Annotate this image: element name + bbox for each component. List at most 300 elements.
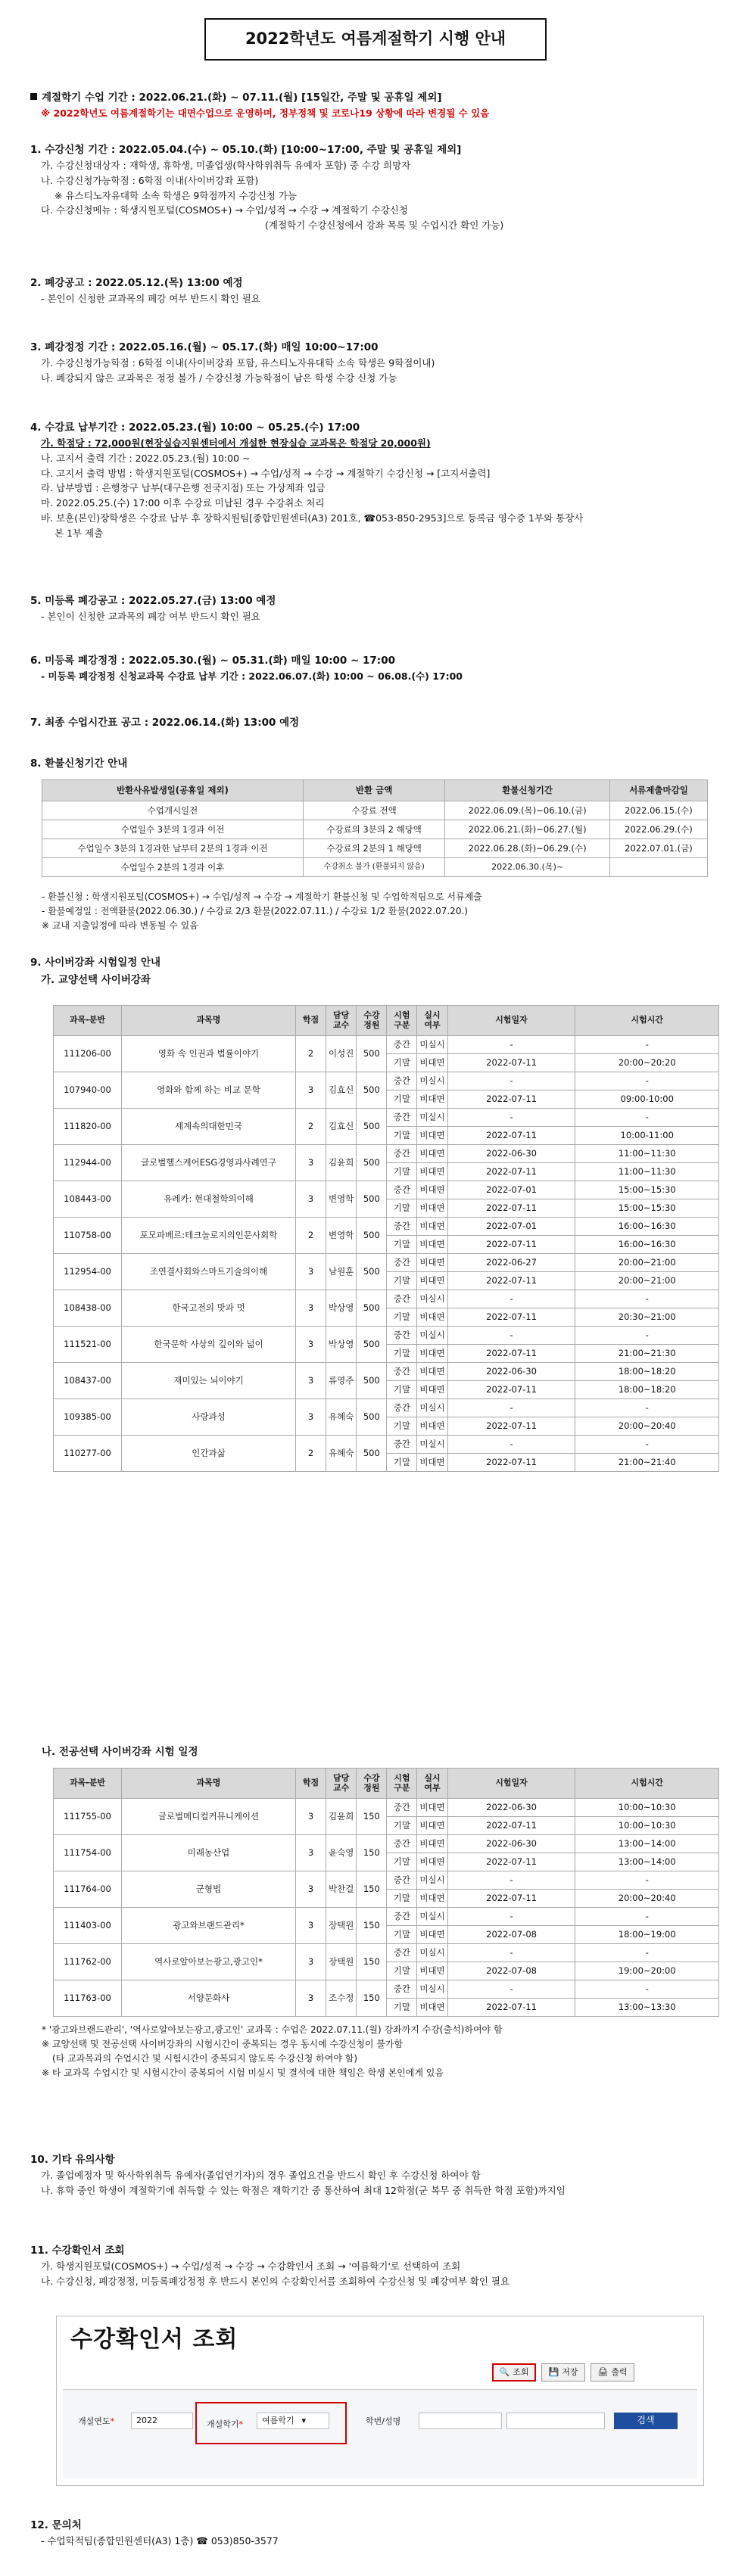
course-credit: 2 bbox=[296, 1036, 326, 1072]
year-label-text: 개설연도 bbox=[78, 2416, 111, 2426]
cyber-liberal-table bbox=[53, 1005, 719, 1472]
exam-cell: 16:00~16:30 bbox=[575, 1236, 719, 1254]
exam-cell: 비대면 bbox=[417, 1127, 447, 1145]
course-prof: 변영학 bbox=[326, 1218, 357, 1254]
exam-cell: 비대면 bbox=[417, 1363, 447, 1381]
course-cap: 500 bbox=[357, 1254, 387, 1290]
period-head: 계절학기 수업 기간 : 2022.06.21.(화) ~ 07.11.(월) [15일간, 주말 및 공휴일 제외] bbox=[42, 92, 442, 104]
exam-cell: 2022-06-27 bbox=[447, 1254, 575, 1272]
exam-cell: 기말 bbox=[387, 1090, 417, 1109]
exam-cell: 비대면 bbox=[417, 1090, 447, 1109]
course-name: 한국고전의 맛과 멋 bbox=[122, 1290, 296, 1327]
table-row bbox=[54, 1254, 719, 1272]
table-row bbox=[54, 1036, 719, 1054]
exam-cell: 중간 bbox=[387, 1399, 417, 1417]
table-row bbox=[54, 1980, 719, 1999]
section-6-line: - 미등록 폐강정정 신청교과목 수강료 납부 기간 : 2022.06.07.(화) 10:00 ~ 06.08.(수) 17:00 bbox=[41, 670, 463, 683]
exam-cell: - bbox=[447, 1327, 575, 1345]
exam-cell: - bbox=[447, 1944, 575, 1962]
course-name: 글로벌헬스케어ESG경영과사례연구 bbox=[122, 1145, 296, 1181]
course-credit: 3 bbox=[296, 1181, 326, 1218]
section-2 bbox=[30, 276, 734, 306]
course-cap: 500 bbox=[357, 1290, 387, 1327]
course-col-header: 실시 여부 bbox=[417, 1006, 447, 1036]
section-10 bbox=[30, 2153, 734, 2198]
exam-cell: 중간 bbox=[387, 1944, 417, 1962]
exam-cell: 중간 bbox=[387, 1181, 417, 1199]
course-code: 109385-00 bbox=[54, 1399, 122, 1436]
table-cell: 2022.06.15.(수) bbox=[609, 801, 707, 820]
course-credit: 3 bbox=[296, 1871, 326, 1908]
table-cell: 수강료의 2분의 1 해당액 bbox=[303, 839, 444, 858]
exam-cell: 10:00~10:30 bbox=[575, 1799, 719, 1817]
section-7 bbox=[30, 716, 734, 730]
exam-cell: 기말 bbox=[387, 1199, 417, 1218]
course-cap: 500 bbox=[357, 1181, 387, 1218]
course-code: 111820-00 bbox=[54, 1109, 122, 1145]
table-cell: 2022.06.21.(화)~06.27.(월) bbox=[445, 820, 610, 839]
section-1-line: 가. 수강신청대상자 : 재학생, 휴학생, 미졸업생(학사학위취득 유예자 포함) 중 수강 희망자 bbox=[41, 160, 411, 172]
exam-cell: 비대면 bbox=[417, 1054, 447, 1072]
section-7-head: 7. 최종 수업시간표 공고 : 2022.06.14.(화) 13:00 예정 bbox=[30, 717, 300, 729]
course-col-header: 과목-분반 bbox=[54, 1769, 122, 1799]
course-prof: 김효신 bbox=[326, 1072, 357, 1109]
course-name: 글로벌메디컬커뮤니케이션 bbox=[122, 1799, 296, 1835]
exam-cell: - bbox=[575, 1436, 719, 1454]
course-cap: 150 bbox=[357, 1980, 387, 2017]
course-credit: 3 bbox=[296, 1980, 326, 2017]
exam-cell: 비대면 bbox=[417, 1999, 447, 2017]
table-row bbox=[54, 1799, 719, 1817]
exam-cell: 비대면 bbox=[417, 1145, 447, 1163]
course-prof: 장택원 bbox=[326, 1908, 357, 1944]
course-cap: 150 bbox=[357, 1871, 387, 1908]
course-name: 유레카: 현대철학의이해 bbox=[122, 1181, 296, 1218]
course-cap: 150 bbox=[357, 1908, 387, 1944]
course-code: 111521-00 bbox=[54, 1327, 122, 1363]
exam-cell: 기말 bbox=[387, 1272, 417, 1290]
exam-cell: 기말 bbox=[387, 1999, 417, 2017]
exam-cell: 20:00~21:00 bbox=[575, 1254, 719, 1272]
course-col-header: 시험일자 bbox=[447, 1769, 575, 1799]
go-button-label: 검색 bbox=[637, 2415, 655, 2426]
exam-cell: 18:00~18:20 bbox=[575, 1363, 719, 1381]
course-col-header: 시험일자 bbox=[447, 1006, 575, 1036]
table-row bbox=[42, 801, 708, 820]
exam-cell: 비대면 bbox=[417, 1254, 447, 1272]
exam-cell: - bbox=[575, 1327, 719, 1345]
course-prof: 남원훈 bbox=[326, 1254, 357, 1290]
exam-cell: 2022-07-01 bbox=[447, 1181, 575, 1199]
exam-cell: 중간 bbox=[387, 1145, 417, 1163]
go-button[interactable] bbox=[614, 2413, 678, 2429]
exam-cell: - bbox=[575, 1290, 719, 1308]
exam-cell: 20:00~20:40 bbox=[575, 1417, 719, 1436]
exam-cell: - bbox=[575, 1072, 719, 1090]
course-prof: 김효신 bbox=[326, 1109, 357, 1145]
course-cap: 500 bbox=[357, 1363, 387, 1399]
cyber-notes bbox=[42, 2022, 723, 2080]
table-cell: 수업일수 2분의 1경과 이후 bbox=[42, 858, 304, 877]
table-row bbox=[54, 1290, 719, 1308]
course-code: 111755-00 bbox=[54, 1799, 122, 1835]
exam-cell: 비대면 bbox=[417, 1218, 447, 1236]
section-1-line: ※ 유스티노자유대학 소속 학생은 9학점까지 수강신청 가능 bbox=[55, 189, 297, 201]
exam-cell: 2022-07-11 bbox=[447, 1853, 575, 1871]
exam-cell: - bbox=[447, 1072, 575, 1090]
exam-cell: 미실시 bbox=[417, 1908, 447, 1926]
print-button[interactable] bbox=[591, 2363, 634, 2382]
course-prof: 이성진 bbox=[326, 1036, 357, 1072]
section-11-line: 나. 수강신청, 폐강정정, 미등록폐강정정 후 반드시 본인의 수강확인서를 조회하여 수강신청 및 폐강여부 확인 필요 bbox=[41, 2275, 510, 2287]
exam-cell: 비대면 bbox=[417, 1835, 447, 1853]
table-cell: 수강취소 불가 (환불되지 않음) bbox=[303, 858, 444, 877]
exam-cell: 비대면 bbox=[417, 1962, 447, 1980]
course-prof: 박상영 bbox=[326, 1327, 357, 1363]
cyber-note: (타 교과목과의 수업시간 및 시험시간이 중복되지 않도록 수강신청 하여야 함) bbox=[52, 2053, 358, 2064]
exam-cell: 16:00~16:30 bbox=[575, 1218, 719, 1236]
section-4 bbox=[30, 421, 734, 540]
exam-cell: 비대면 bbox=[417, 1926, 447, 1944]
exam-cell: 2022-06-30 bbox=[447, 1835, 575, 1853]
section-10-line: 가. 졸업예정자 및 학사학위취득 유예자(졸업연기자)의 경우 졸업요건을 반드시 확인 후 수강신청 하여야 함 bbox=[41, 2170, 481, 2182]
student-name-input[interactable] bbox=[506, 2413, 605, 2429]
course-credit: 3 bbox=[296, 1363, 326, 1399]
search-icon: 🔍 bbox=[499, 2367, 510, 2378]
course-col-header: 담당 교수 bbox=[326, 1006, 357, 1036]
exam-cell: 2022-07-11 bbox=[447, 1417, 575, 1436]
exam-cell: 2022-07-11 bbox=[447, 1817, 575, 1835]
course-col-header: 시험 구분 bbox=[387, 1769, 417, 1799]
exam-cell: 중간 bbox=[387, 1327, 417, 1345]
exam-cell: 중간 bbox=[387, 1036, 417, 1054]
cyber-note: ※ 교양선택 및 전공선택 사이버강좌의 시험시간이 중복되는 경우 동시에 수강신청이 불가함 bbox=[42, 2039, 404, 2050]
refund-col-header: 반환사유발생일(공휴일 제외) bbox=[42, 780, 304, 801]
cyber-note: ※ 타 교과목 수업시간 및 시험시간이 중복되어 시험 미실시 및 결석에 대한 책임은 학생 본인에게 있음 bbox=[42, 2067, 444, 2079]
table-row bbox=[42, 820, 708, 839]
course-credit: 3 bbox=[296, 1799, 326, 1835]
course-col-header: 과목명 bbox=[122, 1769, 296, 1799]
section-4-head: 4. 수강료 납부기간 : 2022.05.23.(월) 10:00 ~ 05.25.(수) 17:00 bbox=[30, 422, 360, 434]
refund-col-header: 환불신청기간 bbox=[445, 780, 610, 801]
term-label: 개설학기* bbox=[207, 2419, 244, 2429]
table-cell: 수업일수 3분의 1경과 이전 bbox=[42, 820, 304, 839]
course-credit: 3 bbox=[296, 1399, 326, 1436]
table-row bbox=[54, 1363, 719, 1381]
table-row bbox=[54, 1072, 719, 1090]
course-prof: 박상영 bbox=[326, 1290, 357, 1327]
section-1-head: 1. 수강신청 기간 : 2022.05.04.(수) ~ 05.10.(화) [10:00~17:00, 주말 및 공휴일 제외] bbox=[30, 144, 462, 156]
course-credit: 3 bbox=[296, 1145, 326, 1181]
course-cap: 500 bbox=[357, 1327, 387, 1363]
exam-cell: 기말 bbox=[387, 1962, 417, 1980]
exam-cell: 11:00~11:30 bbox=[575, 1145, 719, 1163]
exam-cell: 2022-07-11 bbox=[447, 1308, 575, 1327]
section-5-line: - 본인이 신청한 교과목의 폐강 여부 반드시 확인 필요 bbox=[41, 611, 260, 623]
year-input[interactable]: 2022 bbox=[131, 2413, 193, 2429]
course-code: 108437-00 bbox=[54, 1363, 122, 1399]
student-id-label: 학번/성명 bbox=[366, 2416, 401, 2426]
section-6-head: 6. 미등록 폐강정정 : 2022.05.30.(월) ~ 05.31.(화) 매일 10:00 ~ 17:00 bbox=[30, 655, 395, 667]
refund-notes bbox=[42, 889, 723, 932]
exam-cell: 11:00~11:30 bbox=[575, 1163, 719, 1181]
exam-cell: 기말 bbox=[387, 1381, 417, 1399]
course-prof: 조수정 bbox=[326, 1980, 357, 2017]
save-button-label: 저장 bbox=[562, 2367, 578, 2378]
exam-cell: 기말 bbox=[387, 1817, 417, 1835]
refund-col-header: 반환 금액 bbox=[303, 780, 444, 801]
section-2-line: - 본인이 신청한 교과목의 폐강 여부 반드시 확인 필요 bbox=[41, 293, 260, 305]
exam-cell: 18:00~18:20 bbox=[575, 1381, 719, 1399]
course-code: 111754-00 bbox=[54, 1835, 122, 1871]
course-col-header: 학점 bbox=[296, 1769, 326, 1799]
cyber-note: * '광고와브랜드관리', '역사로알아보는광고,광고인' 교과목 : 수업은 2022.07.11.(월) 강좌까지 수강(출석)하여야 함 bbox=[42, 2024, 503, 2035]
table-cell: 2022.07.01.(금) bbox=[609, 839, 707, 858]
term-value: 여름학기 bbox=[262, 2416, 294, 2426]
exam-cell: 2022-07-11 bbox=[447, 1163, 575, 1181]
exam-cell: 중간 bbox=[387, 1799, 417, 1817]
exam-cell: 미실시 bbox=[417, 1399, 447, 1417]
table-row bbox=[54, 1908, 719, 1926]
table-cell bbox=[609, 858, 707, 877]
exam-cell: - bbox=[447, 1908, 575, 1926]
course-prof: 박찬걸 bbox=[326, 1871, 357, 1908]
table-cell: 2022.06.28.(화)~06.29.(수) bbox=[445, 839, 610, 858]
section-3-line: 나. 폐강되지 않은 교과목은 정정 불가 / 수강신청 가능학점이 남은 학생 수강 신청 가능 bbox=[41, 372, 397, 384]
refund-note: - 환불신청 : 학생지원포털(COSMOS+) → 수업/성적 → 수강 → 계절학기 환불신청 및 수업학적팀으로 서류제출 bbox=[42, 891, 482, 902]
exam-cell: - bbox=[447, 1436, 575, 1454]
course-cap: 150 bbox=[357, 1799, 387, 1835]
exam-cell: 비대면 bbox=[417, 1817, 447, 1835]
course-prof: 김윤희 bbox=[326, 1799, 357, 1835]
exam-cell: 미실시 bbox=[417, 1944, 447, 1962]
section-4-line: 마. 2022.05.25.(수) 17:00 이후 수강료 미납된 경우 수강취소 처리 bbox=[41, 497, 325, 509]
section-8-head: 8. 환불신청기간 안내 bbox=[30, 758, 128, 770]
exam-cell: 비대면 bbox=[417, 1163, 447, 1181]
section-2-head: 2. 폐강공고 : 2022.05.12.(목) 13:00 예정 bbox=[30, 277, 243, 289]
exam-cell: 비대면 bbox=[417, 1853, 447, 1871]
course-prof: 장택원 bbox=[326, 1944, 357, 1980]
course-col-header: 담당 교수 bbox=[326, 1769, 357, 1799]
exam-cell: 10:00-11:00 bbox=[575, 1127, 719, 1145]
course-cap: 500 bbox=[357, 1436, 387, 1472]
course-cap: 500 bbox=[357, 1109, 387, 1145]
exam-cell: 2022-07-01 bbox=[447, 1218, 575, 1236]
course-credit: 2 bbox=[296, 1109, 326, 1145]
section-9-sub-b: 나. 전공선택 사이버강좌 시험 일정 bbox=[42, 1746, 198, 1758]
exam-cell: 중간 bbox=[387, 1290, 417, 1308]
exam-cell: 중간 bbox=[387, 1871, 417, 1890]
save-button[interactable] bbox=[541, 2363, 585, 2382]
section-1 bbox=[30, 143, 734, 232]
section-4-line: 본 1부 제출 bbox=[55, 527, 104, 539]
course-code: 112944-00 bbox=[54, 1145, 122, 1181]
course-name: 미래농산업 bbox=[122, 1835, 296, 1871]
course-name: 사랑과성 bbox=[122, 1399, 296, 1436]
exam-cell: 20:00~20:20 bbox=[575, 1054, 719, 1072]
exam-cell: - bbox=[575, 1871, 719, 1890]
exam-cell: 기말 bbox=[387, 1308, 417, 1327]
exam-cell: 미실시 bbox=[417, 1980, 447, 1999]
exam-cell: 미실시 bbox=[417, 1109, 447, 1127]
course-cap: 500 bbox=[357, 1145, 387, 1181]
exam-cell: 15:00~15:30 bbox=[575, 1181, 719, 1199]
course-prof: 김윤희 bbox=[326, 1145, 357, 1181]
exam-cell: 2022-07-11 bbox=[447, 1054, 575, 1072]
course-name: 역사로알아보는광고,광고인* bbox=[122, 1944, 296, 1980]
search-form bbox=[63, 2389, 697, 2478]
section-5 bbox=[30, 594, 734, 624]
course-name: 세계속의대한민국 bbox=[122, 1109, 296, 1145]
course-name: 서양문화사 bbox=[122, 1980, 296, 2017]
exam-cell: 비대면 bbox=[417, 1799, 447, 1817]
section-4-line: 가. 학점당 : 72,000원(현장실습지원센터에서 개설한 현장실습 교과목은 학점당 20,000원) bbox=[41, 437, 431, 450]
exam-cell: 중간 bbox=[387, 1109, 417, 1127]
course-cap: 500 bbox=[357, 1036, 387, 1072]
course-code: 111763-00 bbox=[54, 1980, 122, 2017]
exam-cell: - bbox=[447, 1036, 575, 1054]
course-code: 107940-00 bbox=[54, 1072, 122, 1109]
section-12-head: 12. 문의처 bbox=[30, 2519, 82, 2531]
table-row bbox=[54, 1399, 719, 1417]
exam-cell: 중간 bbox=[387, 1363, 417, 1381]
exam-cell: 비대면 bbox=[417, 1272, 447, 1290]
exam-cell: 10:00~10:30 bbox=[575, 1817, 719, 1835]
exam-cell: 2022-07-11 bbox=[447, 1890, 575, 1908]
chevron-down-icon: ▾ bbox=[301, 2416, 307, 2426]
course-code: 111403-00 bbox=[54, 1908, 122, 1944]
course-code: 111764-00 bbox=[54, 1871, 122, 1908]
course-name: 영화 속 인권과 법률이야기 bbox=[122, 1036, 296, 1072]
course-name: 인간과삶 bbox=[122, 1436, 296, 1472]
exam-cell: 21:00~21:30 bbox=[575, 1345, 719, 1363]
exam-cell: - bbox=[447, 1871, 575, 1890]
course-col-header: 시험시간 bbox=[575, 1769, 719, 1799]
exam-cell: 기말 bbox=[387, 1163, 417, 1181]
exam-cell: 비대면 bbox=[417, 1181, 447, 1199]
student-id-input[interactable] bbox=[419, 2413, 502, 2429]
course-code: 111762-00 bbox=[54, 1944, 122, 1980]
section-11-line: 가. 학생지원포털(COSMOS+) → 수업/성적 → 수강 → 수강확인서 조회 → '여름학기'로 선택하여 조회 bbox=[41, 2260, 461, 2273]
exam-cell: 2022-07-11 bbox=[447, 1127, 575, 1145]
table-row bbox=[42, 858, 708, 877]
course-cap: 150 bbox=[357, 1944, 387, 1980]
section-4-line: 라. 납부방법 : 은행창구 납부(대구은행 전국지점) 또는 가상계좌 입금 bbox=[41, 482, 326, 494]
exam-cell: 미실시 bbox=[417, 1072, 447, 1090]
section-9 bbox=[30, 956, 734, 988]
course-cap: 150 bbox=[357, 1835, 387, 1871]
section-6 bbox=[30, 654, 734, 683]
exam-cell: 2022-07-11 bbox=[447, 1999, 575, 2017]
course-col-header: 수강 정원 bbox=[357, 1006, 387, 1036]
exam-cell: 2022-07-11 bbox=[447, 1381, 575, 1399]
course-name: 군형법 bbox=[122, 1871, 296, 1908]
course-prof: 유혜숙 bbox=[326, 1436, 357, 1472]
course-col-header: 실시 여부 bbox=[417, 1769, 447, 1799]
exam-cell: 13:00~13:30 bbox=[575, 1999, 719, 2017]
refund-table bbox=[42, 779, 708, 877]
exam-cell: - bbox=[575, 1980, 719, 1999]
course-prof: 윤숙영 bbox=[326, 1835, 357, 1871]
course-name: 조연결사회와스마트기술의이해 bbox=[122, 1254, 296, 1290]
exam-cell: 기말 bbox=[387, 1853, 417, 1871]
course-code: 108438-00 bbox=[54, 1290, 122, 1327]
section-4-line: 바. 보훈(본인)장학생은 수강료 납부 후 장학지원팀[종합민원센터(A3) 201호, ☎053-850-2953]으로 등록금 영수증 1부와 통장사 bbox=[41, 512, 584, 524]
exam-cell: 기말 bbox=[387, 1417, 417, 1436]
table-cell: 2022.06.29.(수) bbox=[609, 820, 707, 839]
section-11-head: 11. 수강확인서 조회 bbox=[30, 2245, 125, 2257]
table-row bbox=[54, 1109, 719, 1127]
section-12-line: - 수업학적팀(종합민원센터(A3) 1층) ☎ 053)850-3577 bbox=[41, 2535, 279, 2547]
exam-cell: 미실시 bbox=[417, 1436, 447, 1454]
exam-cell: 중간 bbox=[387, 1835, 417, 1853]
exam-cell: 2022-06-30 bbox=[447, 1363, 575, 1381]
exam-cell: 중간 bbox=[387, 1254, 417, 1272]
exam-cell: 20:00~21:00 bbox=[575, 1272, 719, 1290]
page-title: 2022학년도 여름계절학기 시행 안내 bbox=[204, 18, 547, 61]
course-prof: 유혜숙 bbox=[326, 1399, 357, 1436]
section-4-line: 다. 고지서 출력 방법 : 학생지원포털(COSMOS+) → 수업/성적 → 수강 → 계절학기 수강신청 → [고지서출력] bbox=[41, 467, 491, 479]
exam-cell: 2022-07-11 bbox=[447, 1345, 575, 1363]
exam-cell: 13:00~14:00 bbox=[575, 1835, 719, 1853]
exam-cell: 미실시 bbox=[417, 1871, 447, 1890]
cyber-major-table bbox=[53, 1768, 719, 2017]
exam-cell: 2022-06-30 bbox=[447, 1799, 575, 1817]
section-3-head: 3. 폐강정정 기간 : 2022.05.16.(월) ~ 05.17.(화) 매일 10:00~17:00 bbox=[30, 341, 379, 353]
exam-cell: 15:00~15:30 bbox=[575, 1199, 719, 1218]
bullet-square-icon bbox=[30, 93, 37, 100]
exam-cell: 기말 bbox=[387, 1236, 417, 1254]
exam-cell: 2022-06-30 bbox=[447, 1145, 575, 1163]
refund-note: - 환불예정일 : 전액환불(2022.06.30.) / 수강료 2/3 환불(2022.07.11.) / 수강료 1/2 환불(2022.07.20.) bbox=[42, 906, 468, 917]
section-12 bbox=[30, 2518, 734, 2548]
exam-cell: - bbox=[575, 1908, 719, 1926]
course-cap: 500 bbox=[357, 1399, 387, 1436]
exam-cell: 비대면 bbox=[417, 1308, 447, 1327]
exam-cell: 2022-07-08 bbox=[447, 1926, 575, 1944]
course-credit: 3 bbox=[296, 1072, 326, 1109]
exam-cell: 2022-07-11 bbox=[447, 1236, 575, 1254]
exam-cell: 중간 bbox=[387, 1072, 417, 1090]
exam-cell: 비대면 bbox=[417, 1199, 447, 1218]
refund-col-header: 서류제출마감일 bbox=[609, 780, 707, 801]
exam-cell: 2022-07-11 bbox=[447, 1454, 575, 1472]
exam-cell: 20:30~21:00 bbox=[575, 1308, 719, 1327]
exam-cell: 미실시 bbox=[417, 1327, 447, 1345]
course-cap: 500 bbox=[357, 1072, 387, 1109]
screenshot-title: 수강확인서 조회 bbox=[70, 2326, 238, 2353]
term-label-text: 개설학기 bbox=[207, 2419, 239, 2429]
course-code: 110758-00 bbox=[54, 1218, 122, 1254]
table-row bbox=[54, 1327, 719, 1345]
exam-cell: 20:00~20:40 bbox=[575, 1890, 719, 1908]
table-row bbox=[54, 1944, 719, 1962]
exam-cell: 비대면 bbox=[417, 1381, 447, 1399]
table-row bbox=[54, 1145, 719, 1163]
term-select[interactable] bbox=[257, 2413, 329, 2429]
course-name: 포모파베르:테크놀로지의인문사회학 bbox=[122, 1218, 296, 1254]
course-col-header: 시험시간 bbox=[575, 1006, 719, 1036]
exam-cell: 09:00-10:00 bbox=[575, 1090, 719, 1109]
search-button[interactable] bbox=[492, 2363, 536, 2382]
exam-cell: 비대면 bbox=[417, 1454, 447, 1472]
exam-cell: 비대면 bbox=[417, 1890, 447, 1908]
exam-cell: 기말 bbox=[387, 1926, 417, 1944]
section-5-head: 5. 미등록 폐강공고 : 2022.05.27.(금) 13:00 예정 bbox=[30, 595, 276, 607]
table-row bbox=[54, 1436, 719, 1454]
exam-cell: 비대면 bbox=[417, 1345, 447, 1363]
course-credit: 3 bbox=[296, 1908, 326, 1944]
